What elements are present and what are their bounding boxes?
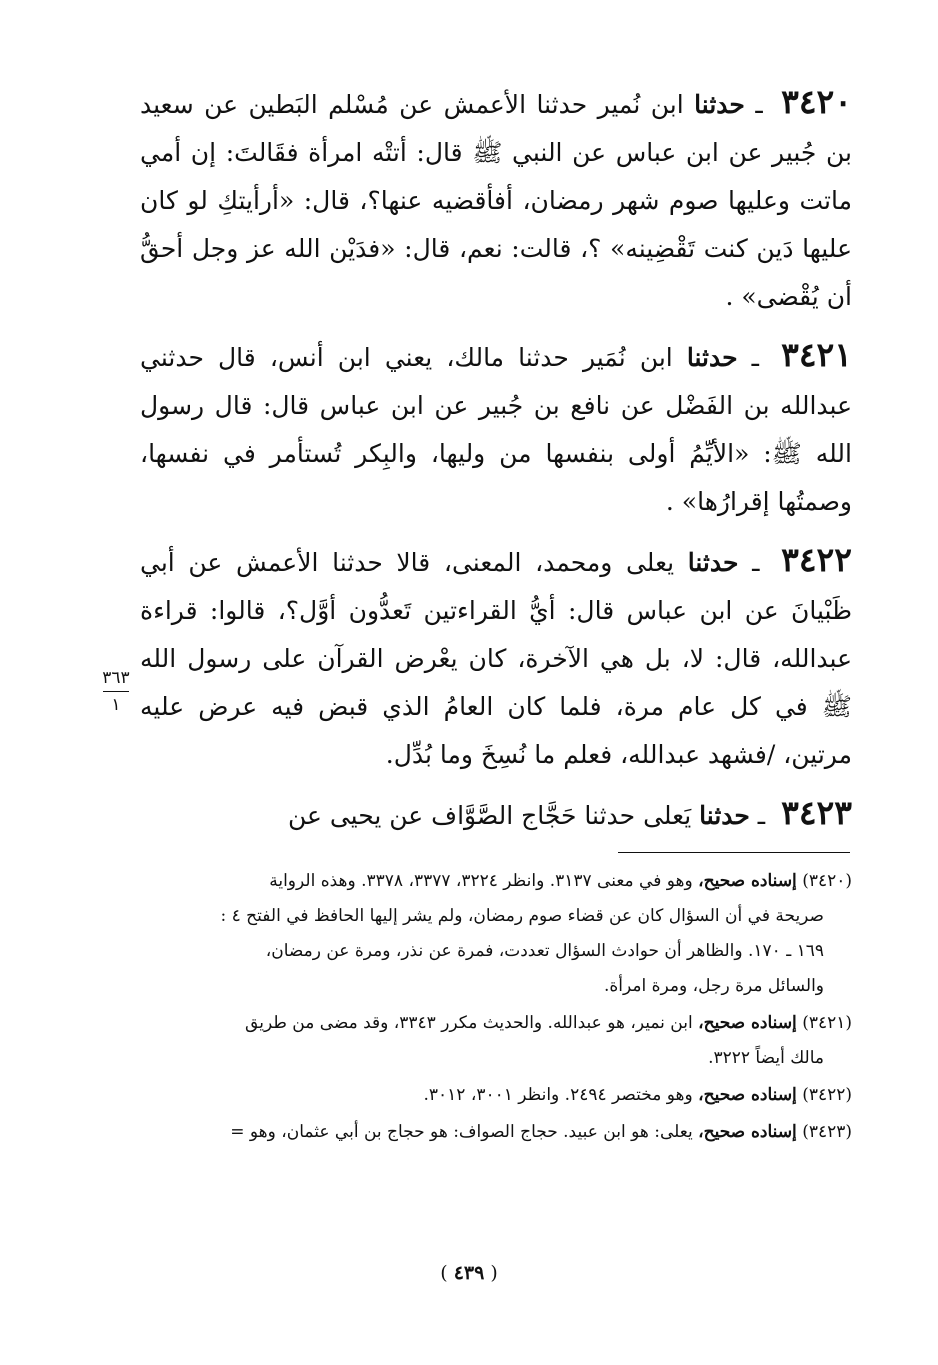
footnote-lead: إسناده صحيح، [698,1085,797,1105]
hadith-text: يعلى ومحمد، المعنى، قالا حدثنا الأعمش عن أبي ظَبْيانَ عن ابن عباس قال: أيُّ القراءتين تَعدُّون أوَّل؟، قالوا: قراءة عبدالله، قال: لا، بل هي الآخرة، كان يعْرض القرآن على رسول الله ﷺ في كل عام مرة، فلما كان العامُ الذي قبض فيه عرض عليه مرتين، /فشهد عبدالله، فعلم ما نُسِخَ وما بُدِّل. [140,548,852,769]
hadith-number: ٣٤٢٣ [781,793,852,832]
page-number-value: ٤٣٩ [453,1262,485,1284]
footnote-line: يعلى: هو ابن عبيد. حجاج الصواف: هو حجاج بن أبي عثمان، وهو = [230,1122,693,1142]
footnote-3420 [118,864,852,1004]
footnote-ref: (٣٤٢٣) [802,1122,852,1142]
footnote-line: والسائل مرة رجل، ومرة امرأة. [604,976,824,996]
footnote-line: وهو مختصر ٢٤٩٤. وانظر ٣٠٠١، ٣٠١٢. [423,1085,693,1105]
page-number [0,1262,938,1284]
page-number-close-paren: ) [440,1262,448,1284]
margin-part: ١ [111,695,121,715]
footnote-3423 [118,1115,852,1150]
hadith-text: ابن نُمَير حدثنا مالك، يعني ابن أنس، قال حدثني عبدالله بن الفَضْل عن نافع بن جُبير عن ابن عباس قال: قال رسول الله ﷺ: «الأيِّمُ أولى بنفسها من وليها، والبِكر تُستأمر في نفسها، وصمتُها إقرارُها» . [140,343,852,516]
footnote-ref: (٣٤٢٠) [802,871,852,891]
footnote-lead: إسناده صحيح، [698,1122,797,1142]
footnote-separator [618,852,850,853]
footnote-lead: إسناده صحيح، [698,871,797,891]
hadith-text: يَعلى حدثنا حَجَّاج الصَّوَّاف عن يحيى عن [287,801,692,830]
footnotes [118,864,852,1152]
footnote-3422 [118,1078,852,1113]
hadith-lead: حدثنا [686,343,738,372]
hadith-3423: ٣٤٢٣ ـ حدثنا يَعلى حدثنا حَجَّاج الصَّوَّاف عن يحيى عن [287,793,852,832]
footnote-line: ابن نمير، هو عبدالله. والحديث مكرر ٣٣٤٣، وقد مضى من طريق [245,1013,693,1033]
hadith-number: ٣٤٢٢ [781,540,852,579]
hadith-lead: حدثنا [699,801,750,830]
footnote-ref: (٣٤٢٢) [802,1085,852,1105]
margin-volume-page: ٣٦٣ [102,668,130,688]
hadith-text: ابن نُمير حدثنا الأعمش عن مُسْلم البَطين عن سعيد بن جُبير عن ابن عباس عن النبي ﷺ قال: أتتْه امرأة فقَالتَ: إن أمي ماتت وعليها صوم شهر رمضان، أفأقضيه عنها؟، قال: «أرأيتكِ لو كان عليها دَين كنت تَقْضِينه» ؟، قالت: نعم، قال: «فدَيْن الله عز وجل أحقُّ أن يُقْضى» . [140,90,852,311]
hadith-3421: ٣٤٢١ ـ حدثنا ابن نُمَير حدثنا مالك، يعني ابن أنس، قال حدثني عبدالله بن الفَضْل عن نافع بن جُبير عن ابن عباس قال: قال رسول الله ﷺ: «الأيِّمُ أولى بنفسها من وليها، والبِكر تُستأمر في نفسها، وصمتُها إقرارُها» . [140,335,852,516]
footnote-line: مالك أيضاً ٣٢٢٢. [708,1048,824,1068]
hadith-3422: ٣٤٢٢ ـ حدثنا يعلى ومحمد، المعنى، قالا حدثنا الأعمش عن أبي ظَبْيانَ عن ابن عباس قال: أيُّ القراءتين تَعدُّون أوَّل؟، قالوا: قراءة عبدالله، قال: لا، بل هي الآخرة، كان يعْرض القرآن على رسول الله ﷺ في كل عام مرة، فلما كان العامُ الذي قبض فيه عرض عليه مرتين، /فشهد عبدالله، فعلم ما نُسِخَ وما بُدِّل. [140,540,852,769]
hadith-number: ٣٤٢١ [781,335,852,374]
footnote-ref: (٣٤٢١) [802,1013,852,1033]
footnote-line: ١٦٩ ـ ١٧٠. والظاهر أن حوادث السؤال تعددت، فمرة عن نذر، ومرة عن رمضان، [265,941,824,961]
margin-page-reference [92,668,140,715]
footnote-3421 [118,1006,852,1076]
margin-divider [103,691,129,692]
hadith-lead: حدثنا [687,548,739,577]
footnote-line: وهو في معنى ٣١٣٧. وانظر ٣٢٢٤، ٣٣٧٧، ٣٣٧٨. وهذه الرواية [269,871,693,891]
page-number-open-paren: ( [490,1262,498,1284]
hadith-lead: حدثنا [694,90,745,119]
hadith-3420: ٣٤٢٠ ـ حدثنا ابن نُمير حدثنا الأعمش عن مُسْلم البَطين عن سعيد بن جُبير عن ابن عباس عن النبي ﷺ قال: أتتْه امرأة فقَالتَ: إن أمي ماتت وعليها صوم شهر رمضان، أفأقضيه عنها؟، قال: «أرأيتكِ لو كان عليها دَين كنت تَقْضِينه» ؟، قالت: نعم، قال: «فدَيْن الله عز وجل أحقُّ أن يُقْضى» . [140,82,852,311]
footnote-line: صريحة في أن السؤال كان عن قضاء صوم رمضان، ولم يشر إليها الحافظ في الفتح ٤ : [220,906,824,926]
footnote-lead: إسناده صحيح، [698,1013,797,1033]
hadith-number: ٣٤٢٠ [781,82,852,121]
hadith-body [140,78,852,850]
